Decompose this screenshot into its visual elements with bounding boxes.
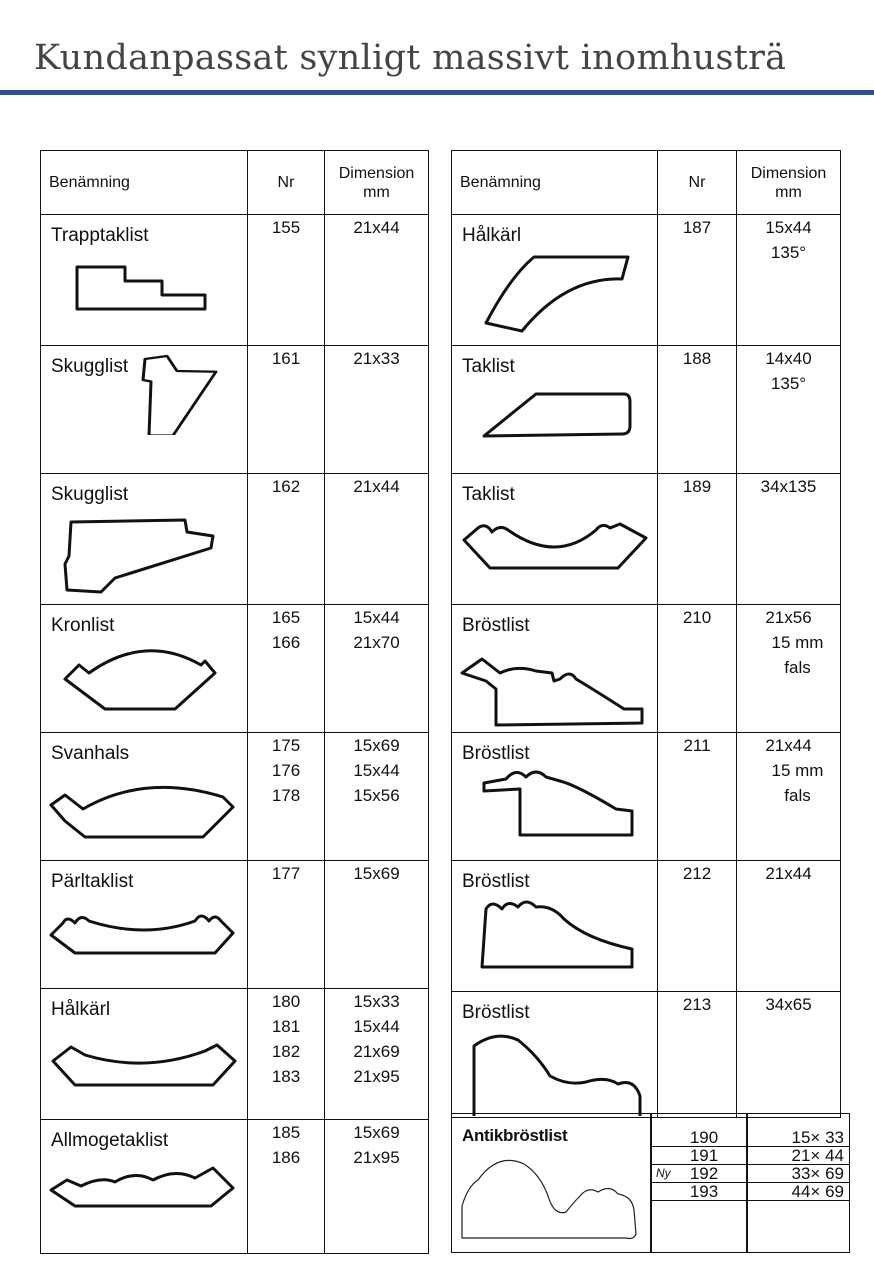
nr-cell: 185 186 xyxy=(248,1120,325,1254)
product-cell xyxy=(41,861,248,989)
chair-rail-212-icon xyxy=(456,895,656,980)
nr-cell: 211 xyxy=(658,733,737,861)
product-cell xyxy=(452,733,658,861)
product-name: Skugglist xyxy=(51,484,129,505)
product-name: Bröstlist xyxy=(462,871,530,892)
dimension-cell: 15x69 xyxy=(325,861,429,989)
chair-rail-210-icon xyxy=(456,639,656,729)
dimension-cell: 21x44 15 mm fals xyxy=(737,733,841,861)
table-row xyxy=(41,474,429,605)
dimension-cell: 15x69 15x44 15x56 xyxy=(325,733,429,861)
title-rule xyxy=(0,90,874,95)
table-row xyxy=(41,605,429,733)
table-row xyxy=(41,1120,429,1254)
table-row xyxy=(452,474,841,605)
table-row xyxy=(41,346,429,474)
nr-cell: 213 xyxy=(658,992,737,1118)
nr-cell: 175 176 178 xyxy=(248,733,325,861)
dimension-cell: 21x44 xyxy=(325,215,429,346)
nr-cell: 165 166 xyxy=(248,605,325,733)
antik-row: 190 15× 33 xyxy=(652,1129,849,1147)
header-name: Benämning xyxy=(41,151,248,215)
product-cell xyxy=(41,733,248,861)
antik-row: Ny 192 33× 69 xyxy=(652,1165,849,1183)
nr-cell: 180 181 182 183 xyxy=(248,989,325,1120)
product-name: Allmogetaklist xyxy=(51,1130,169,1151)
curved-cove-profile-icon xyxy=(456,249,656,339)
cove-profile-icon xyxy=(45,1023,245,1108)
product-name: Svanhals xyxy=(51,743,130,764)
product-cell xyxy=(452,215,658,346)
wide-cornice-profile-icon xyxy=(456,508,656,598)
table-row xyxy=(41,733,429,861)
table-row xyxy=(41,215,429,346)
slanted-profile-icon xyxy=(45,508,245,598)
dimension-cell: 34x65 xyxy=(737,992,841,1118)
product-name: Taklist xyxy=(462,484,515,505)
header-dimension: Dimension mm xyxy=(737,151,841,215)
nr-cell: 210 xyxy=(658,605,737,733)
dimension-cell: 34x135 xyxy=(737,474,841,605)
product-cell xyxy=(41,474,248,605)
product-cell xyxy=(41,605,248,733)
wedge-profile-icon xyxy=(456,380,656,465)
rustic-profile-icon xyxy=(45,1154,245,1239)
product-name: Hålkärl xyxy=(51,999,111,1020)
table-row xyxy=(452,733,841,861)
dimension-cell: 15x69 21x95 xyxy=(325,1120,429,1254)
table-row xyxy=(41,989,429,1120)
dimension-cell: 15x44 21x70 xyxy=(325,605,429,733)
antique-chair-rail-icon xyxy=(458,1146,644,1242)
swanneck-profile-icon xyxy=(45,767,245,852)
table-row xyxy=(452,861,841,992)
dimension-cell: 21x44 xyxy=(737,861,841,992)
header-name: Benämning xyxy=(452,151,658,215)
nr-cell: 212 xyxy=(658,861,737,992)
product-cell xyxy=(41,989,248,1120)
table-row xyxy=(452,346,841,474)
table-row xyxy=(452,992,841,1118)
new-label: Ny xyxy=(656,1166,671,1180)
crown-profile-icon xyxy=(45,639,245,724)
product-cell xyxy=(41,346,248,474)
antik-name: Antikbröstlist xyxy=(462,1126,568,1145)
product-cell xyxy=(452,992,658,1118)
product-name: Bröstlist xyxy=(462,1002,530,1023)
stepped-profile-icon xyxy=(45,249,245,339)
nr-cell: 187 xyxy=(658,215,737,346)
product-cell xyxy=(452,346,658,474)
product-cell xyxy=(41,1120,248,1254)
nr-cell: 189 xyxy=(658,474,737,605)
table-row xyxy=(41,861,429,989)
header-nr: Nr xyxy=(658,151,737,215)
product-name: Skugglist xyxy=(51,356,129,377)
left-header-row xyxy=(41,151,429,215)
page-title: Kundanpassat synligt massivt inomhusträ xyxy=(34,38,787,78)
product-cell xyxy=(452,474,658,605)
product-cell xyxy=(41,215,248,346)
product-name: Trapptaklist xyxy=(51,225,149,246)
right-product-table xyxy=(451,150,841,1118)
product-name: Hålkärl xyxy=(462,225,522,246)
nr-cell: 177 xyxy=(248,861,325,989)
antik-row: 191 21× 44 xyxy=(652,1147,849,1165)
chair-rail-213-icon xyxy=(456,1026,656,1116)
product-name: Pärltaklist xyxy=(51,871,134,892)
product-cell xyxy=(452,861,658,992)
antik-brostlist-panel xyxy=(451,1113,850,1253)
nr-cell: 188 xyxy=(658,346,737,474)
dimension-cell: 15x44 135° xyxy=(737,215,841,346)
table-row xyxy=(452,215,841,346)
pearl-profile-icon xyxy=(45,895,245,980)
antik-row: 193 44× 69 xyxy=(652,1183,849,1201)
nr-cell: 161 xyxy=(248,346,325,474)
product-cell xyxy=(452,605,658,733)
dimension-cell: 21x44 xyxy=(325,474,429,605)
header-dimension: Dimension mm xyxy=(325,151,429,215)
product-name: Bröstlist xyxy=(462,743,530,764)
product-name: Bröstlist xyxy=(462,615,530,636)
dimension-cell: 14x40 135° xyxy=(737,346,841,474)
dimension-cell: 21x33 xyxy=(325,346,429,474)
header-nr: Nr xyxy=(248,151,325,215)
nr-cell: 155 xyxy=(248,215,325,346)
left-product-table xyxy=(40,150,429,1254)
nr-cell: 162 xyxy=(248,474,325,605)
product-name: Taklist xyxy=(462,356,515,377)
dimension-cell: 21x56 15 mm fals xyxy=(737,605,841,733)
dimension-cell: 15x33 15x44 21x69 21x95 xyxy=(325,989,429,1120)
right-header-row xyxy=(452,151,841,215)
product-name: Kronlist xyxy=(51,615,115,636)
chair-rail-211-icon xyxy=(456,759,656,844)
table-row xyxy=(452,605,841,733)
